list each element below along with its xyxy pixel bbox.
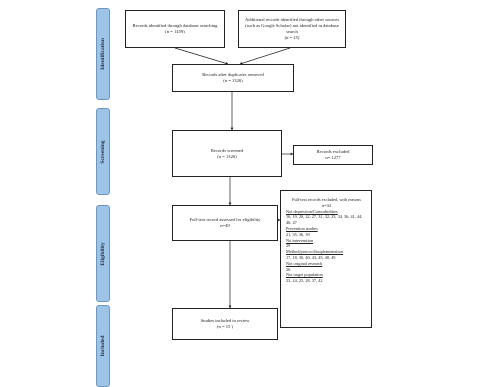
box-count: n=49 xyxy=(220,223,230,228)
arrow-db-to-dedup xyxy=(175,48,228,64)
box-studies-included xyxy=(172,308,278,340)
phase-label: Included xyxy=(100,335,106,357)
box-text: Records identified through database searching xyxy=(132,23,218,29)
box-text: Additional records identified through other sources (such as Google Scholar) not identified in database search xyxy=(244,17,340,34)
arrow-additional-to-dedup xyxy=(240,48,290,64)
box-text: Records excluded xyxy=(316,149,350,155)
reason-refs: 16, 19, 20, 22, 27, 31, 32, 33, 34, 36, 41, 44, 46, 47 xyxy=(286,214,363,226)
reason-category: Method/protocol/implementation xyxy=(286,249,344,255)
box-text: Full-text record assessed for eligibility xyxy=(189,217,261,223)
excluded-title: Full-text records excluded, with reasons xyxy=(292,197,361,202)
box-records-screened xyxy=(172,130,282,177)
box-count: (n = 1326) xyxy=(223,78,243,83)
reason-refs: 26 xyxy=(286,266,291,272)
box-text: Studies included in review xyxy=(200,318,250,324)
reason-category: No intervention xyxy=(286,237,314,243)
box-additional-sources xyxy=(238,10,346,48)
reason-category: Not depression/Comorbidities xyxy=(286,208,338,214)
excluded-count: n=34 xyxy=(322,202,331,208)
box-text: Records screened xyxy=(210,147,244,153)
box-fulltext-assessed xyxy=(172,205,278,241)
reason-refs: 29 xyxy=(286,243,291,249)
reason-refs: 23, 24, 25, 28, 37, 42 xyxy=(286,278,323,284)
reason-refs: 17, 18, 30, 40, 43, 45, 48, 49 xyxy=(286,254,336,260)
box-count: (n = 1326) xyxy=(217,153,237,159)
box-count: (n = 15 ) xyxy=(217,324,233,329)
phase-label: Screening xyxy=(100,139,106,164)
box-after-duplicates xyxy=(172,64,294,92)
box-text: Records after duplicates removed xyxy=(202,72,264,78)
reason-refs: 21, 35, 36, 39 xyxy=(286,231,310,237)
box-fulltext-excluded xyxy=(280,190,372,328)
reason-category: Not target population xyxy=(286,272,323,278)
box-database-search xyxy=(125,10,225,48)
reason-category: Prevention studies xyxy=(286,225,318,231)
phase-label: Eligibility xyxy=(100,241,106,266)
box-count: (n = 25) xyxy=(284,34,300,40)
reason-category: Not original research xyxy=(286,260,323,266)
box-count: (n = 1459) xyxy=(165,29,185,34)
phase-label: Identification xyxy=(100,38,106,70)
box-records-excluded xyxy=(293,145,373,165)
box-count: n= 1277 xyxy=(325,155,341,160)
